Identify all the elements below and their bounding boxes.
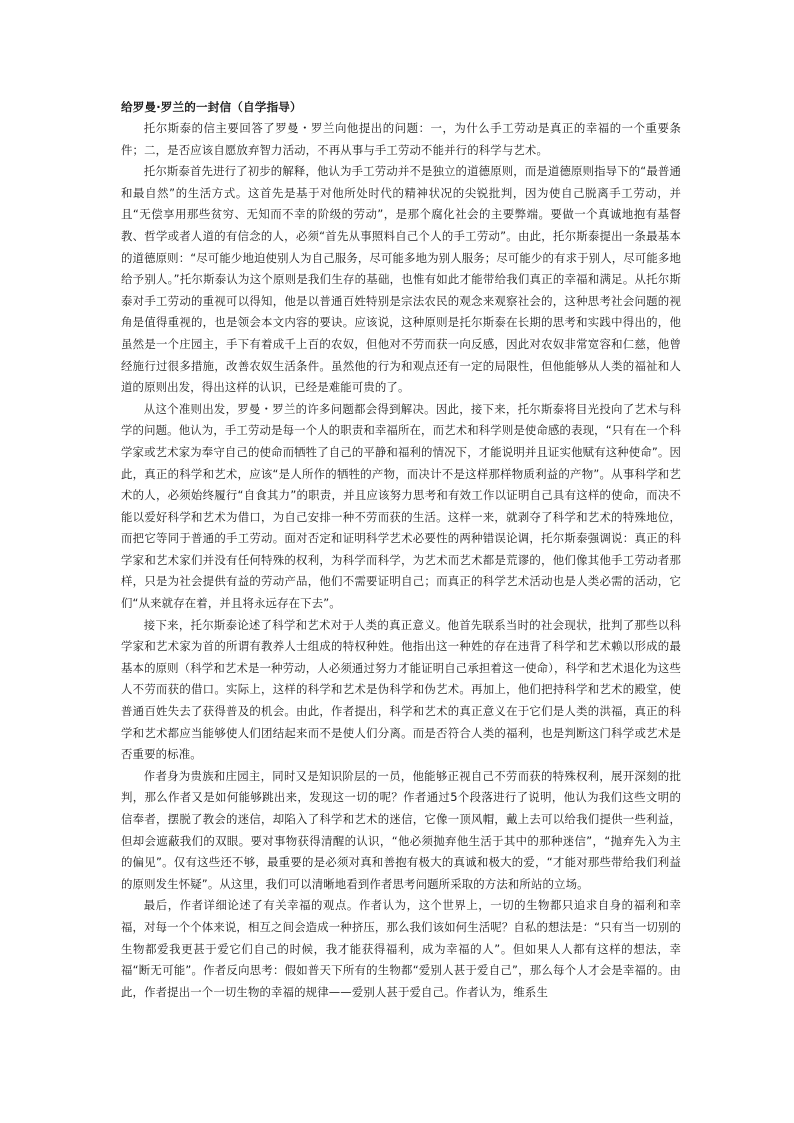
document-page [121,97,681,1003]
paragraph-4: 接下来，托尔斯泰论述了科学和艺术对于人类的真正意义。他首先联系当时的社会现状，批判了那些以科学家和艺术家为首的所谓有教养人士组成的特权种姓。他指出这一种姓的存在违背了科学和艺术赖以形成的最基本的原则（科学和艺术是一种劳动，人必须通过努力才能证明自己承担着这一使命），科学和艺术退化为这些人不劳而获的借口。实际上，这样的科学和艺术是伪科学和伪艺术。再加上，他们把持科学和艺术的殿堂，使普通百姓失去了获得普及的机会。由此，作者提出，科学和艺术的真正意义在于它们是人类的洪福，真正的科学和艺术都应当能够使人们团结起来而不是使人们分离。而是否符合人类的福利，也是判断这门科学或艺术是否重要的标准。 [121,617,681,762]
paragraph-2: 托尔斯泰首先进行了初步的解释，他认为手工劳动并不是独立的道德原则，而是道德原则指导下的“最普通和最自然”的生活方式。这首先是基于对他所处时代的精神状况的尖锐批判，因为使自己脱离手工劳动，并且“无偿享用那些贫穷、无知而不幸的阶级的劳动”，是那个腐化社会的主要弊端。要做一个真诚地抱有基督教、哲学或者人道的有信念的人，必须“首先从事照料自己个人的手工劳动”。由此，托尔斯泰提出一条最基本的道德原则：“尽可能少地迫使别人为自己服务，尽可能多地为别人服务；尽可能少的有求于别人，尽可能多地给予别人。”托尔斯泰认为这个原则是我们生存的基础，也惟有如此才能带给我们真正的幸福和满足。从托尔斯泰对手工劳动的重视可以得知，他是以普通百姓特别是宗法农民的观念来观察社会的，这种思考社会问题的视角是值得重视的，也是领会本文内容的要诀。应该说，这种原则是托尔斯泰在长期的思考和实践中得出的，他虽然是一个庄园主，手下有着成千上百的农奴，但他对不劳而获一向反感，因此对农奴非常宽容和仁慈，他曾经施行过很多措施，改善农奴生活条件。虽然他的行为和观点还有一定的局限性，但他能够从人类的福祉和人道的原则出发，得出这样的认识，已经是难能可贵的了。 [121,164,682,395]
paragraph-3: 从这个准则出发，罗曼・罗兰的许多问题都会得到解决。因此，接下来，托尔斯泰将目光投向了艺术与科学的问题。他认为，手工劳动是每一个人的职责和幸福所在，而艺术和科学则是使命感的表现，“只有在一个科学家或艺术家为奉守自己的使命而牺牲了自己的平静和福利的情况下，才能说明并且证实他赋有这种使命”。因此，真正的科学和艺术，应该“是人所作的牺牲的产物，而决计不是这样那样物质利益的产物”。从事科学和艺术的人，必须始终履行“自食其力”的职责，并且应该努力思考和有效工作以证明自己具有这样的使命，而决不能以爱好科学和艺术为借口，为自己安排一种不劳而获的生活。这样一来，就剥夺了科学和艺术的特殊地位，而把它等同于普通的手工劳动。面对否定和证明科学艺术必要性的两种错误论调，托尔斯泰强调说：真正的科学家和艺术家们并没有任何特殊的权利，为科学而科学，为艺术而艺术都是荒谬的，他们像其他手工劳动者那样，只是为社会提供有益的劳动产品，他们不需要证明自己；而真正的科学艺术活动也是人类必需的活动，它们“从来就存在着，并且将永远存在下去”。 [121,401,682,611]
paragraph-6: 最后，作者详细论述了有关幸福的观点。作者认为，这个世界上，一切的生物都只追求自身的福利和幸福，对每一个个体来说，相互之间会造成一种挤压，那么我们该如何生活呢？自私的想法是：“只有当一切别的生物都爱我更甚于爱它们自己的时候，我才能获得福利，成为幸福的人”。但如果人人都有这样的想法，幸福“断无可能”。作者反向思考：假如普天下所有的生物都“爱别人甚于爱自己”，那么每个人才会是幸福的。由此，作者提出一个一切生物的幸福的规律——爱别人甚于爱自己。作者认为，维系生 [121,898,682,999]
paragraph-5: 作者身为贵族和庄园主，同时又是知识阶层的一员，他能够正视自己不劳而获的特殊权利，展开深刻的批判，那么作者又是如何能够跳出来，发现这一切的呢？作者通过5个段落进行了说明，他认为我们这些文明的信奉者，摆脱了教会的迷信，却陷入了科学和艺术的迷信，它像一顶风帽，戴上去可以给我们提供一些利益，但却会遮蔽我们的双眼。要对事物获得清醒的认识，“他必须抛弃他生活于其中的那种迷信”，“抛弃先入为主的偏见”。仅有这些还不够，最重要的是必须对真和善抱有极大的真诚和极大的爱，“才能对那些带给我们利益的原则发生怀疑”。从这里，我们可以清晰地看到作者思考问题所采取的方法和所站的立场。 [121,768,681,891]
paragraph-1: 托尔斯泰的信主要回答了罗曼・罗兰向他提出的问题：一，为什么手工劳动是真正的幸福的一个重要条件；二，是否应该自愿放弃智力活动，不再从事与手工劳动不能并行的科学与艺术。 [121,121,681,157]
document-title: 给罗曼·罗兰的一封信（自学指导） [121,100,302,114]
